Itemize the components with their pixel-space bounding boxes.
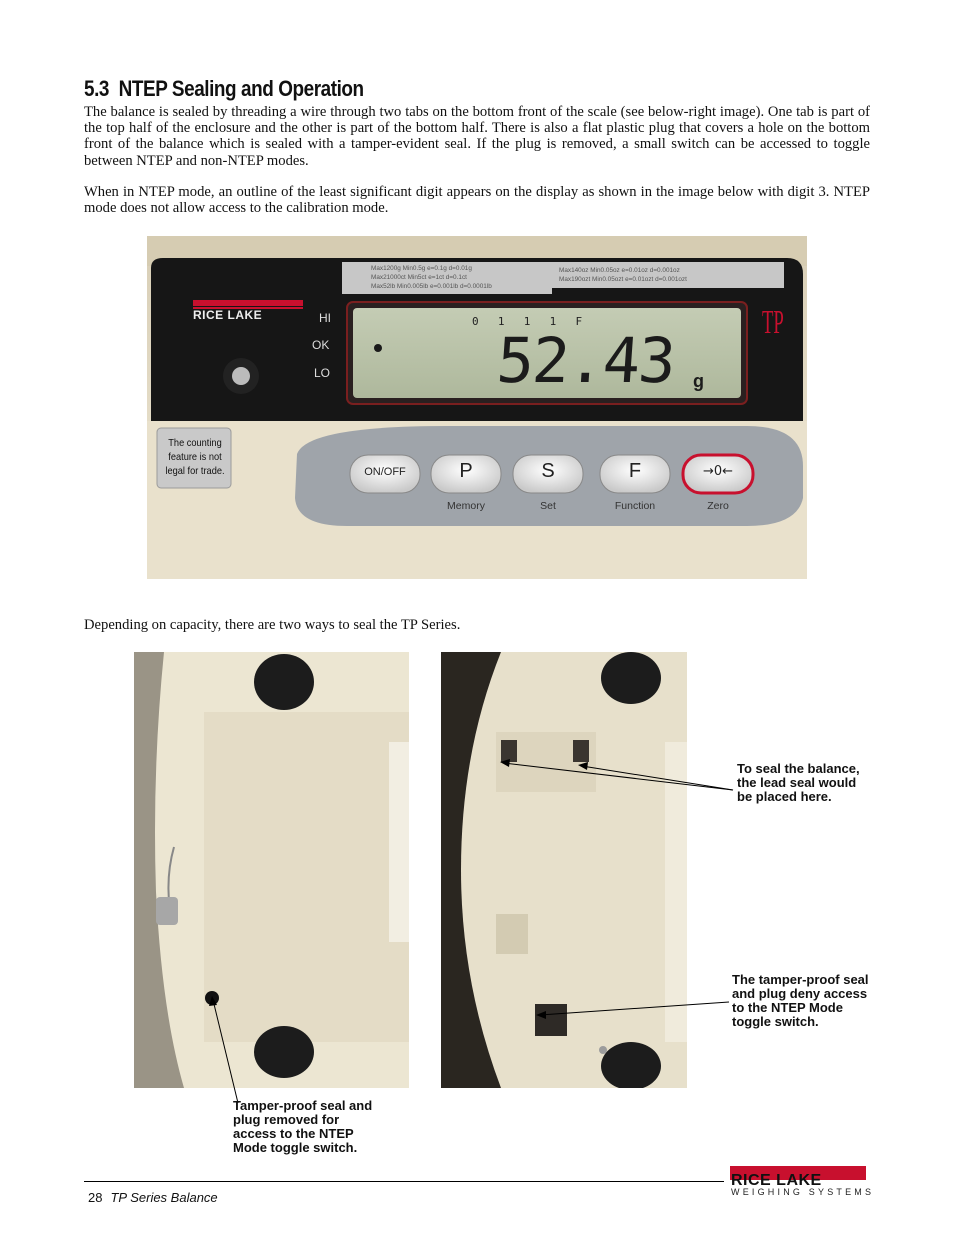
rice-lake-logo-subtitle: WEIGHING SYSTEMS — [731, 1187, 875, 1197]
section-title: NTEP Sealing and Operation — [118, 76, 364, 101]
paragraph-two-ways: Depending on capacity, there are two ways to seal the TP Series. — [84, 617, 461, 633]
callout-tamper-proof: The tamper-proof seal and plug deny access to the NTEP Mode toggle switch. — [732, 972, 869, 1029]
model-label: TP — [762, 304, 784, 341]
display-status-row: 0 1 1 1 F — [472, 315, 585, 328]
indicator-lo: LO — [314, 366, 331, 380]
zero-button-label: →0← — [702, 464, 734, 479]
spec-plate-left: Max1200g Min0.5g e=0.1g d=0.01g Max21000ct Min5ct e=1ct d=0.1ct Max52lb Min0.005lb e=0.001lb d=0.0001lb — [371, 265, 492, 290]
indicator-hi: HI — [319, 311, 331, 325]
zero-caption: Zero — [707, 500, 729, 512]
onoff-button-label: ON/OFF — [364, 466, 406, 478]
f-button-label: F — [628, 460, 642, 482]
callout-lead-seal: To seal the balance, the lead seal would be placed here. — [737, 761, 860, 804]
footer-rule — [84, 1181, 724, 1182]
display-unit: g — [693, 371, 704, 391]
section-number: 5.3 — [84, 76, 110, 101]
footer-doc-title: TP Series Balance — [110, 1190, 218, 1205]
counting-sticker: The counting feature is not legal for trade. — [165, 437, 225, 477]
footer — [88, 1190, 218, 1205]
page-number: 28 — [88, 1190, 103, 1205]
brand-label: RICE LAKE — [193, 308, 263, 322]
paragraph-ntep-mode: When in NTEP mode, an outline of the least significant digit appears on the display as shown in the image below with digit 3. NTEP mode does not allow access to the calibration mode. — [84, 184, 870, 217]
rice-lake-logo: RICE LAKE — [731, 1172, 822, 1189]
p-button-label: P — [459, 460, 473, 482]
function-caption: Function — [614, 500, 656, 512]
memory-caption: Memory — [447, 500, 485, 512]
set-caption: Set — [540, 500, 556, 512]
indicator-ok: OK — [312, 338, 330, 352]
callout-plug-removed: Tamper-proof seal and plug removed for access to the NTEP Mode toggle switch. — [233, 1098, 373, 1155]
paragraph-sealing: The balance is sealed by threading a wire through two tabs on the bottom front of the scale (see below-right image). One tab is part of the top half of the enclosure and the other is part of the bottom half. There is also a flat plastic plug that covers a hole on the bottom front of the balance which is sealed with a tamper-evident seal. If the plug is removed, a small switch can be accessed to toggle between NTEP and non-NTEP modes. — [84, 104, 870, 169]
spec-plate-right: Max140oz Min0.05oz e=0.01oz d=0.001oz Max190ozt Min0.05ozt e=0.01ozt d=0.001ozt — [559, 267, 687, 283]
display-weight: 52.43 — [494, 324, 677, 397]
s-button-label: S — [541, 460, 555, 482]
